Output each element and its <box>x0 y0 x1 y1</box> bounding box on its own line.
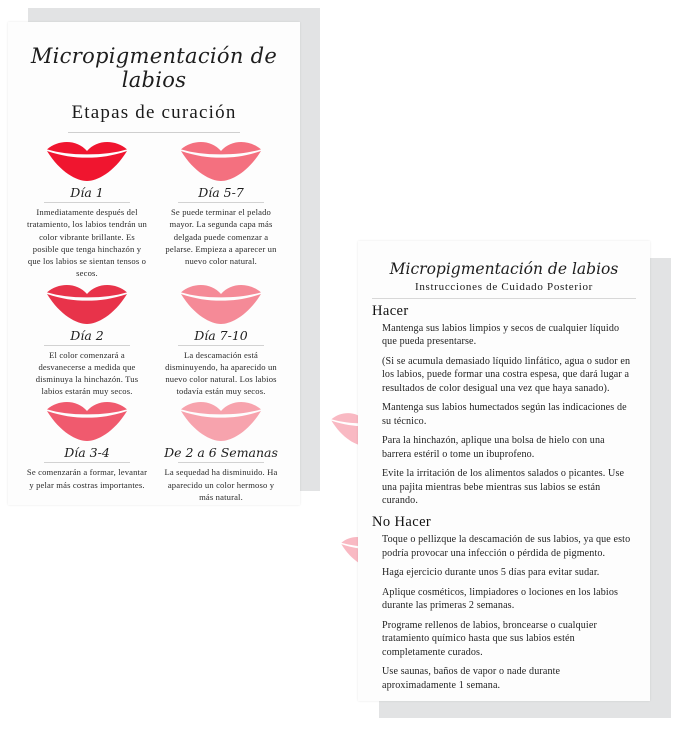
divider <box>68 132 240 133</box>
lips-icon <box>26 139 148 183</box>
do-item: (Si se acumula demasiado líquido linfático, agua o sudor en los labios, puede formar una costra espesa, que dará lugar a resultados de color desigual una vez que haya sanado). <box>382 355 631 394</box>
step-description: Se comenzarán a formar, levantar y pelar más costras importantes. <box>26 467 148 490</box>
do-item: Evite la irritación de los alimentos salados o picantes. Use una pajita mientras bebe mientras sus labios se están curando. <box>382 468 625 507</box>
step-description: Inmediatamente después del tratamiento, los labios tendrán un color vibrante brillante. Es posible que tenga hinchazón y que los labios se sientan tensos o secos. <box>27 207 147 279</box>
healing-step <box>24 399 150 503</box>
divider <box>178 462 264 463</box>
dont-item: Haga ejercicio durante unos 5 días para evitar sudar. <box>382 567 600 579</box>
dont-item: Toque o pellizque la descamación de sus labios, ya que esto podría provocar una infección o pérdida de pigmento. <box>382 534 631 559</box>
healing-step <box>24 139 150 279</box>
care-card-subtitle: Instrucciones de Cuidado Posterior <box>414 280 594 293</box>
step-label: Día 1 <box>70 185 104 201</box>
step-description: La sequedad ha disminuido. Ha aparecido un color hermoso y más natural. <box>164 467 278 502</box>
lips-icon <box>160 282 282 326</box>
dont-section-heading: No Hacer <box>372 514 432 530</box>
do-item: Mantenga sus labios limpios y secos de cualquier líquido que pueda presentarse. <box>382 322 620 348</box>
healing-card-title: Micropigmentación de labios <box>30 44 278 93</box>
divider <box>178 345 264 346</box>
do-item: Mantenga sus labios humectados según las indicaciones de su técnico. <box>382 402 627 427</box>
healing-step <box>24 282 150 398</box>
healing-steps-grid <box>24 139 284 503</box>
divider <box>44 345 130 346</box>
divider <box>178 202 264 203</box>
divider <box>44 202 130 203</box>
healing-step <box>158 399 284 503</box>
step-description: Se puede terminar el pelado mayor. La segunda capa más delgada puede comenzar a pelarse. Empieza a aparecer un nuevo color natural. <box>165 207 277 267</box>
divider <box>372 298 636 299</box>
healing-step <box>158 139 284 279</box>
lips-icon <box>160 139 282 183</box>
step-label: Día 7-10 <box>194 327 248 343</box>
lips-icon <box>160 399 282 443</box>
dont-item: Aplique cosméticos, limpiadores o lociones en los labios durante las primeras 2 semanas. <box>382 586 619 612</box>
dont-item: Use saunas, baños de vapor o nade durante aproximadamente 1 semana. <box>382 666 561 691</box>
divider <box>44 462 130 463</box>
step-label: Día 5-7 <box>198 185 244 201</box>
healing-step <box>158 282 284 398</box>
dont-item: Programe rellenos de labios, broncearse o cualquier tratamiento químico hasta que sus labios estén completamente curados. <box>382 619 597 658</box>
care-card-title: Micropigmentación de labios <box>389 260 619 278</box>
step-description: El color comenzará a desvanecerse a medida que disminuya la hinchazón. Tus labios estarán muy secos. <box>35 349 139 397</box>
step-label: De 2 a 6 Semanas <box>164 445 278 461</box>
aftercare-instructions-card <box>358 241 650 701</box>
do-item: Para la hinchazón, aplique una bolsa de hielo con una barrera estéril o tome un ibuprofeno. <box>382 435 605 460</box>
healing-stages-card <box>8 22 300 505</box>
step-label: Día 2 <box>70 327 104 343</box>
do-section-heading: Hacer <box>372 302 409 319</box>
lips-icon <box>26 282 148 326</box>
lips-icon <box>26 399 148 443</box>
healing-card-subtitle: Etapas de curación <box>71 102 237 124</box>
step-description: La descamación está disminuyendo, ha aparecido un nuevo color natural. Los labios todavía están muy secos. <box>165 349 277 397</box>
step-label: Día 3-4 <box>64 445 110 461</box>
